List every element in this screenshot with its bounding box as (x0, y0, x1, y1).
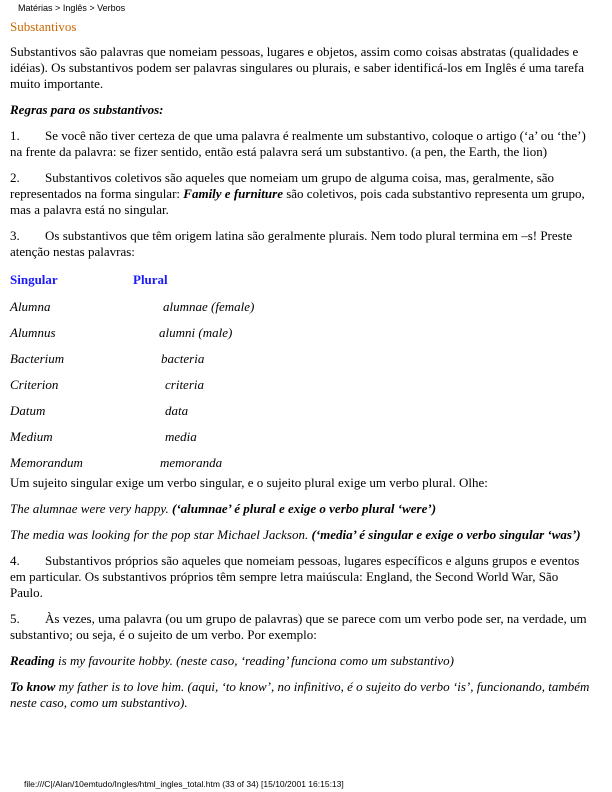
table-row (10, 325, 590, 351)
breadcrumb-link-materias[interactable]: Matérias (18, 3, 53, 13)
plural-cell: criteria (165, 377, 204, 392)
page-title: Substantivos (10, 19, 77, 34)
example-text: The media was looking for the pop star Michael Jackson. (10, 527, 309, 542)
latin-plural-table (10, 272, 590, 475)
rule-number: 1. (10, 128, 20, 143)
rule-1 (10, 128, 590, 160)
table-row (10, 377, 590, 403)
breadcrumb-link-ingles[interactable]: Inglês (62, 3, 87, 13)
rule-text: Substantivos coletivos são aqueles que nomeiam um grupo de alguma coisa, mas, geralmente, são representados na forma singular: (10, 170, 555, 201)
rule-number: 2. (10, 170, 20, 185)
example-sentence (10, 527, 590, 543)
rule-3 (10, 228, 590, 260)
rule-text: são coletivos, pois cada substantivo representa um grupo, mas a palavra está no singular. (10, 186, 585, 217)
example-text: my father is to love him. (aqui, ‘to know’, no infinitivo, é o sujeito do verbo ‘is’, funcionando, também neste caso, como um substantivo). (10, 679, 590, 710)
breadcrumb-separator: > (55, 3, 61, 13)
singular-cell: Bacterium (10, 351, 65, 366)
singular-cell: Medium (10, 429, 53, 444)
singular-cell: Datum (10, 403, 46, 418)
header-singular: Singular (10, 272, 58, 287)
page-content (10, 19, 590, 721)
singular-cell: Criterion (10, 377, 59, 392)
rule-text: Substantivos próprios são aqueles que nomeiam pessoas, lugares específicos e alguns grupos e eventos em particular. Os substantivos próprios têm sempre letra maiúscula: England, the Second World War, São Paulo. (10, 553, 580, 600)
table-row (10, 455, 590, 475)
example-subject: Reading (10, 653, 55, 668)
singular-cell: Alumnus (10, 325, 56, 340)
table-row (10, 351, 590, 377)
plural-cell: data (165, 403, 189, 418)
rule-5 (10, 611, 590, 643)
header-plural: Plural (133, 272, 168, 287)
example-explanation: (‘media’ é singular e exige o verbo singular ‘was’) (308, 527, 581, 542)
example-sentence (10, 501, 590, 517)
rule-number: 4. (10, 553, 20, 568)
example-sentence (10, 653, 590, 669)
table-header-row (10, 272, 590, 299)
rule-2 (10, 170, 590, 218)
breadcrumb (18, 3, 125, 13)
table-row (10, 429, 590, 455)
rule-text: Às vezes, uma palavra (ou um grupo de palavras) que se parece com um verbo pode ser, na verdade, um substantivo; ou seja, é o sujeito de um verbo. Por exemplo: (10, 611, 587, 642)
example-explanation: (‘alumnae’ é plural e exige o verbo plural ‘were’) (168, 501, 437, 516)
verb-agreement-note: Um sujeito singular exige um verbo singular, e o sujeito plural exige um verbo plural. Olhe: (10, 475, 488, 490)
plural-cell: alumni (male) (159, 325, 233, 340)
intro-paragraph: Substantivos são palavras que nomeiam pessoas, lugares e objetos, assim como coisas abstratas (qualidades e idéias). Os substantivos podem ser palavras singulares ou plurais, e saber identificá-los em Inglês é uma tarefa muito importante. (10, 44, 584, 91)
rule-text: Os substantivos que têm origem latina são geralmente plurais. Nem todo plural termina em –s! Preste atenção nestas palavras: (10, 228, 573, 259)
rules-heading: Regras para os substantivos: (10, 102, 164, 117)
example-sentence (10, 679, 590, 711)
rule-number: 5. (10, 611, 20, 626)
plural-cell: bacteria (161, 351, 205, 366)
page-footer-url: file:///C|/Alan/10emtudo/Ingles/html_ingles_total.htm (33 of 34) [15/10/2001 16:15:13] (24, 779, 344, 789)
rule-number: 3. (10, 228, 20, 243)
singular-cell: Memorandum (10, 455, 83, 470)
table-row (10, 299, 590, 325)
rule-emphasis: Family e furniture (183, 186, 283, 201)
plural-cell: alumnae (female) (163, 299, 255, 314)
breadcrumb-separator: > (89, 3, 95, 13)
rule-4 (10, 553, 590, 601)
rule-text: Se você não tiver certeza de que uma palavra é realmente um substantivo, coloque o artigo (‘a’ ou ‘the’) na frente da palavra: se fizer sentido, então está palavra será um substantivo. (a pen, the Earth, the lion) (10, 128, 586, 159)
example-text: is my favourite hobby. (neste caso, ‘reading’ funciona como um substantivo) (54, 653, 455, 668)
example-subject: To know (10, 679, 56, 694)
plural-cell: memoranda (160, 455, 223, 470)
plural-cell: media (165, 429, 197, 444)
table-row (10, 403, 590, 429)
example-text: The alumnae were very happy. (10, 501, 169, 516)
breadcrumb-link-verbos[interactable]: Verbos (97, 3, 126, 13)
singular-cell: Alumna (10, 299, 51, 314)
